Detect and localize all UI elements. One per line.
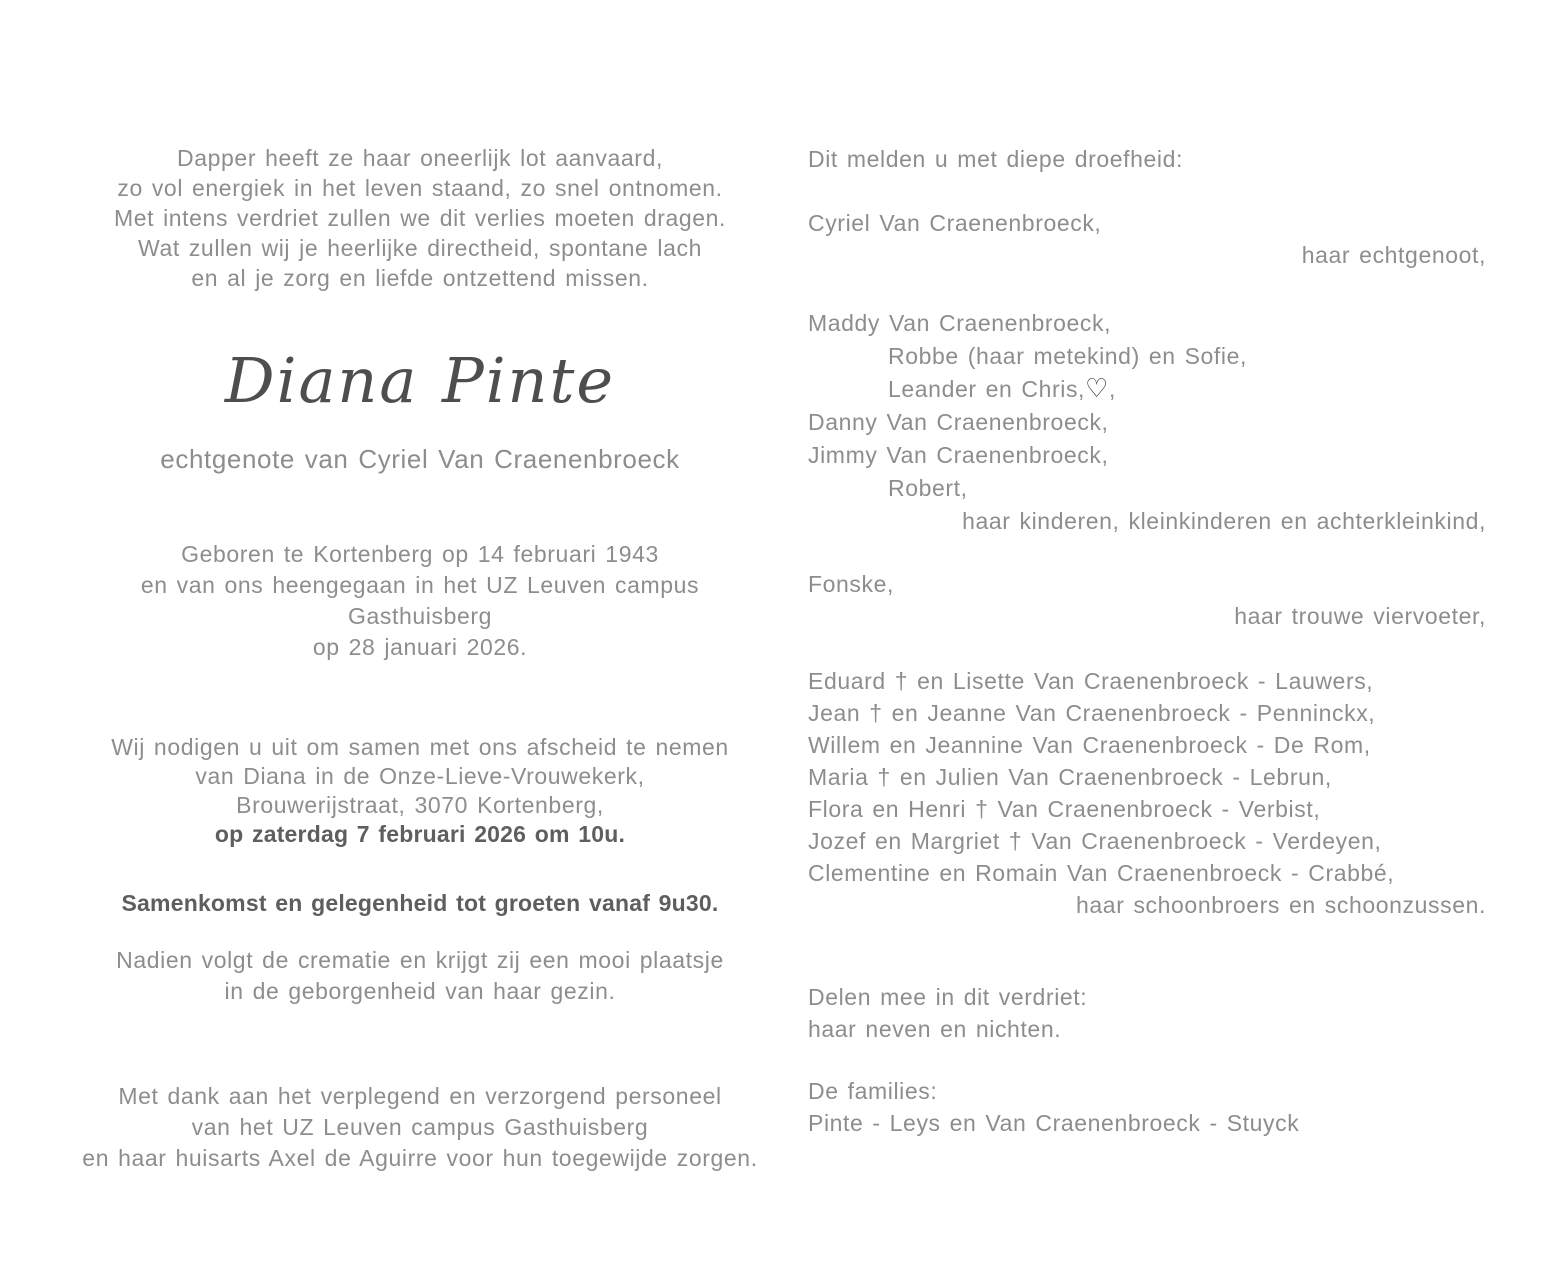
poem-line: en al je zorg en liefde ontzettend missen.	[191, 265, 649, 291]
children-role: haar kinderen, kleinkinderen en achterkleinkind,	[962, 508, 1486, 534]
poem-line: zo vol energiek in het leven staand, zo snel ontnomen.	[117, 175, 723, 201]
pet-name: Fonske,	[808, 571, 895, 597]
birth-line: en van ons heengegaan in het UZ Leuven campus Gasthuisberg	[140, 572, 700, 629]
mourning-block	[808, 981, 1486, 1045]
family-member-line: Robert,	[888, 475, 968, 501]
inlaw-line: Maria † en Julien Van Craenenbroeck - Lebrun,	[808, 764, 1332, 790]
inlaw-line: Willem en Jeannine Van Craenenbroeck - De Rom,	[808, 732, 1371, 758]
heart-icon: ♡	[1085, 374, 1109, 404]
invitation-line: van Diana in de Onze-Lieve-Vrouwekerk,	[195, 763, 645, 789]
family-member-text: Leander en Chris,	[888, 376, 1086, 402]
inlaw-line: Jean † en Jeanne Van Craenenbroeck - Penninckx,	[808, 700, 1376, 726]
thanks-line: Met dank aan het verplegend en verzorgend personeel	[118, 1083, 722, 1109]
family-member-line	[808, 373, 1486, 406]
thanks-line: van het UZ Leuven campus Gasthuisberg	[191, 1114, 649, 1140]
husband-role: haar echtgenoot,	[1301, 242, 1486, 268]
inlaw-line: Jozef en Margriet † Van Craenenbroeck - Verdeyen,	[808, 828, 1382, 854]
pet-role: haar trouwe viervoeter,	[1234, 603, 1486, 629]
cremation-block	[80, 945, 760, 1007]
families-names: Pinte - Leys en Van Craenenbroeck - Stuyck	[808, 1110, 1300, 1136]
mourning-line: haar neven en nichten.	[808, 1016, 1062, 1042]
thanks-block	[80, 1081, 760, 1174]
inlaw-line: Flora en Henri † Van Craenenbroeck - Verbist,	[808, 796, 1321, 822]
husband-name: Cyriel Van Craenenbroeck,	[808, 210, 1102, 236]
left-page	[80, 143, 760, 1174]
inlaw-line: Eduard † en Lisette Van Craenenbroeck - Lauwers,	[808, 668, 1374, 694]
pet-block	[808, 568, 1486, 632]
invitation-line: Wij nodigen u uit om samen met ons afscheid te nemen	[111, 734, 729, 760]
gathering-line: Samenkomst en gelegenheid tot groeten vanaf 9u30.	[121, 890, 719, 916]
invitation-block	[80, 733, 760, 849]
poem-line: Met intens verdriet zullen we dit verlies moeten dragen.	[113, 205, 727, 231]
mourning-line: Delen mee in dit verdriet:	[808, 984, 1088, 1010]
invitation-line: Brouwerijstraat, 3070 Kortenberg,	[236, 792, 604, 818]
deceased-name: Diana Pinte	[224, 344, 616, 417]
poem-line: Wat zullen wij je heerlijke directheid, spontane lach	[138, 235, 702, 261]
birth-death-block	[80, 539, 760, 663]
thanks-line: en haar huisarts Axel de Aguirre voor hun toegewijde zorgen.	[82, 1145, 758, 1171]
families-block	[808, 1075, 1486, 1139]
announcement-intro: Dit melden u met diepe droefheid:	[808, 146, 1184, 172]
poem-line: Dapper heeft ze haar oneerlijk lot aanvaard,	[177, 145, 663, 171]
ceremony-date-line: op zaterdag 7 februari 2026 om 10u.	[214, 821, 626, 847]
cremation-line: in de geborgenheid van haar gezin.	[224, 978, 616, 1004]
inlaw-line: Clementine en Romain Van Craenenbroeck - Crabbé,	[808, 860, 1395, 886]
right-page	[808, 143, 1486, 1139]
inlaws-role: haar schoonbroers en schoonzussen.	[1076, 892, 1486, 918]
family-member-line: Maddy Van Craenenbroeck,	[808, 310, 1112, 336]
spouse-subtitle: echtgenote van Cyriel Van Craenenbroeck	[160, 444, 680, 474]
birth-line: Geboren te Kortenberg op 14 februari 1943	[181, 541, 659, 567]
cremation-line: Nadien volgt de crematie en krijgt zij een mooi plaatsje	[116, 947, 724, 973]
birth-line: op 28 januari 2026.	[312, 634, 528, 660]
family-member-suffix: ,	[1108, 376, 1116, 402]
family-member-line: Jimmy Van Craenenbroeck,	[808, 442, 1109, 468]
families-label: De families:	[808, 1078, 938, 1104]
family-member-line: Danny Van Craenenbroeck,	[808, 409, 1109, 435]
family-member-line: Robbe (haar metekind) en Sofie,	[888, 343, 1248, 369]
inlaws-block	[808, 665, 1486, 921]
children-block	[808, 307, 1486, 538]
poem	[80, 143, 760, 293]
